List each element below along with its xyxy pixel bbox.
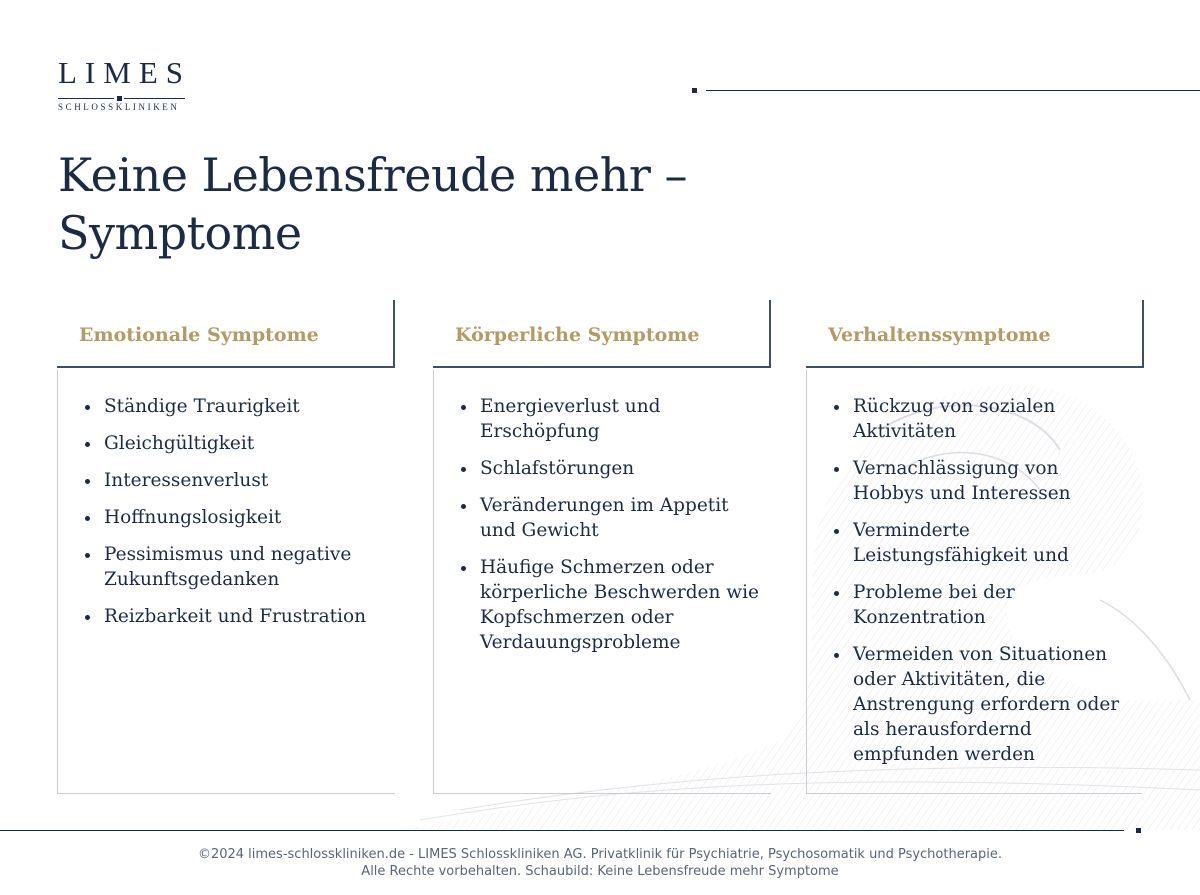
header-rule: [706, 90, 1200, 91]
list-item: • Gleichgültigkeit: [102, 431, 385, 456]
list-item: • Ständige Traurigkeit: [102, 394, 385, 419]
logo-rule-right: [124, 98, 185, 99]
column-title-physical: Körperliche Symptome: [455, 324, 700, 346]
footer-rule: [0, 830, 1124, 831]
list-item: • Vernachlässigung von Hobbys und Interessen: [851, 456, 1132, 506]
list-item: • Reizbarkeit und Frustration: [102, 604, 385, 629]
list-item: • Häufige Schmerzen oder körperliche Beschwerden wie Kopfschmerzen oder Verdauungsprobleme: [478, 555, 761, 655]
symptom-list-physical: [434, 370, 771, 655]
page-title-line-2: Symptome: [58, 206, 302, 260]
logo-rule-left: [58, 98, 114, 99]
column-title-behavioral: Verhaltenssymptome: [828, 324, 1051, 346]
column-title-emotional: Emotionale Symptome: [79, 324, 319, 346]
column-box-emotional: [57, 370, 395, 794]
column-box-behavioral: [806, 370, 1142, 794]
list-item: • Hoffnungslosigkeit: [102, 505, 385, 530]
logo-wordmark: LIMES: [58, 55, 191, 90]
column-header-behavioral: [806, 300, 1144, 368]
list-item: • Vermeiden von Situationen oder Aktivitäten, die Anstrengung erfordern oder als herausfordernd empfunden werden: [851, 642, 1132, 767]
list-item: • Veränderungen im Appetit und Gewicht: [478, 493, 761, 543]
list-item: • Verminderte Leistungsfähigkeit und: [851, 518, 1132, 568]
list-item: • Rückzug von sozialen Aktivitäten: [851, 394, 1132, 444]
list-item: • Pessimismus und negative Zukunftsgedanken: [102, 542, 385, 592]
list-item: • Probleme bei der Konzentration: [851, 580, 1132, 630]
column-box-physical: [433, 370, 771, 794]
footer-rights: Alle Rechte vorbehalten. Schaubild: Keine Lebensfreude mehr Symptome: [361, 864, 839, 879]
column-header-physical: [433, 300, 771, 368]
footer-square-marker: [1136, 828, 1141, 833]
page-title: [58, 146, 758, 262]
logo-sub-row: [58, 92, 188, 110]
list-item: • Energieverlust und Erschöpfung: [478, 394, 761, 444]
footer-copyright: ©2024 limes-schlosskliniken.de - LIMES Schlosskliniken AG. Privatklinik für Psychiatrie, Psychosomatik und Psychotherapie.: [197, 847, 1003, 862]
list-item: • Schlafstörungen: [478, 456, 761, 481]
logo-subtitle: SCHLOSSKLINIKEN: [58, 102, 180, 112]
limes-logo: [58, 55, 191, 112]
footer: [0, 846, 1200, 880]
column-header-emotional: [57, 300, 395, 368]
symptom-list-behavioral: [807, 370, 1142, 767]
list-item: • Interessenverlust: [102, 468, 385, 493]
page-title-line-1: Keine Lebensfreude mehr –: [58, 148, 687, 202]
header-square-marker: [692, 88, 697, 93]
symptom-list-emotional: [58, 370, 395, 629]
logo-dot: [117, 96, 122, 101]
